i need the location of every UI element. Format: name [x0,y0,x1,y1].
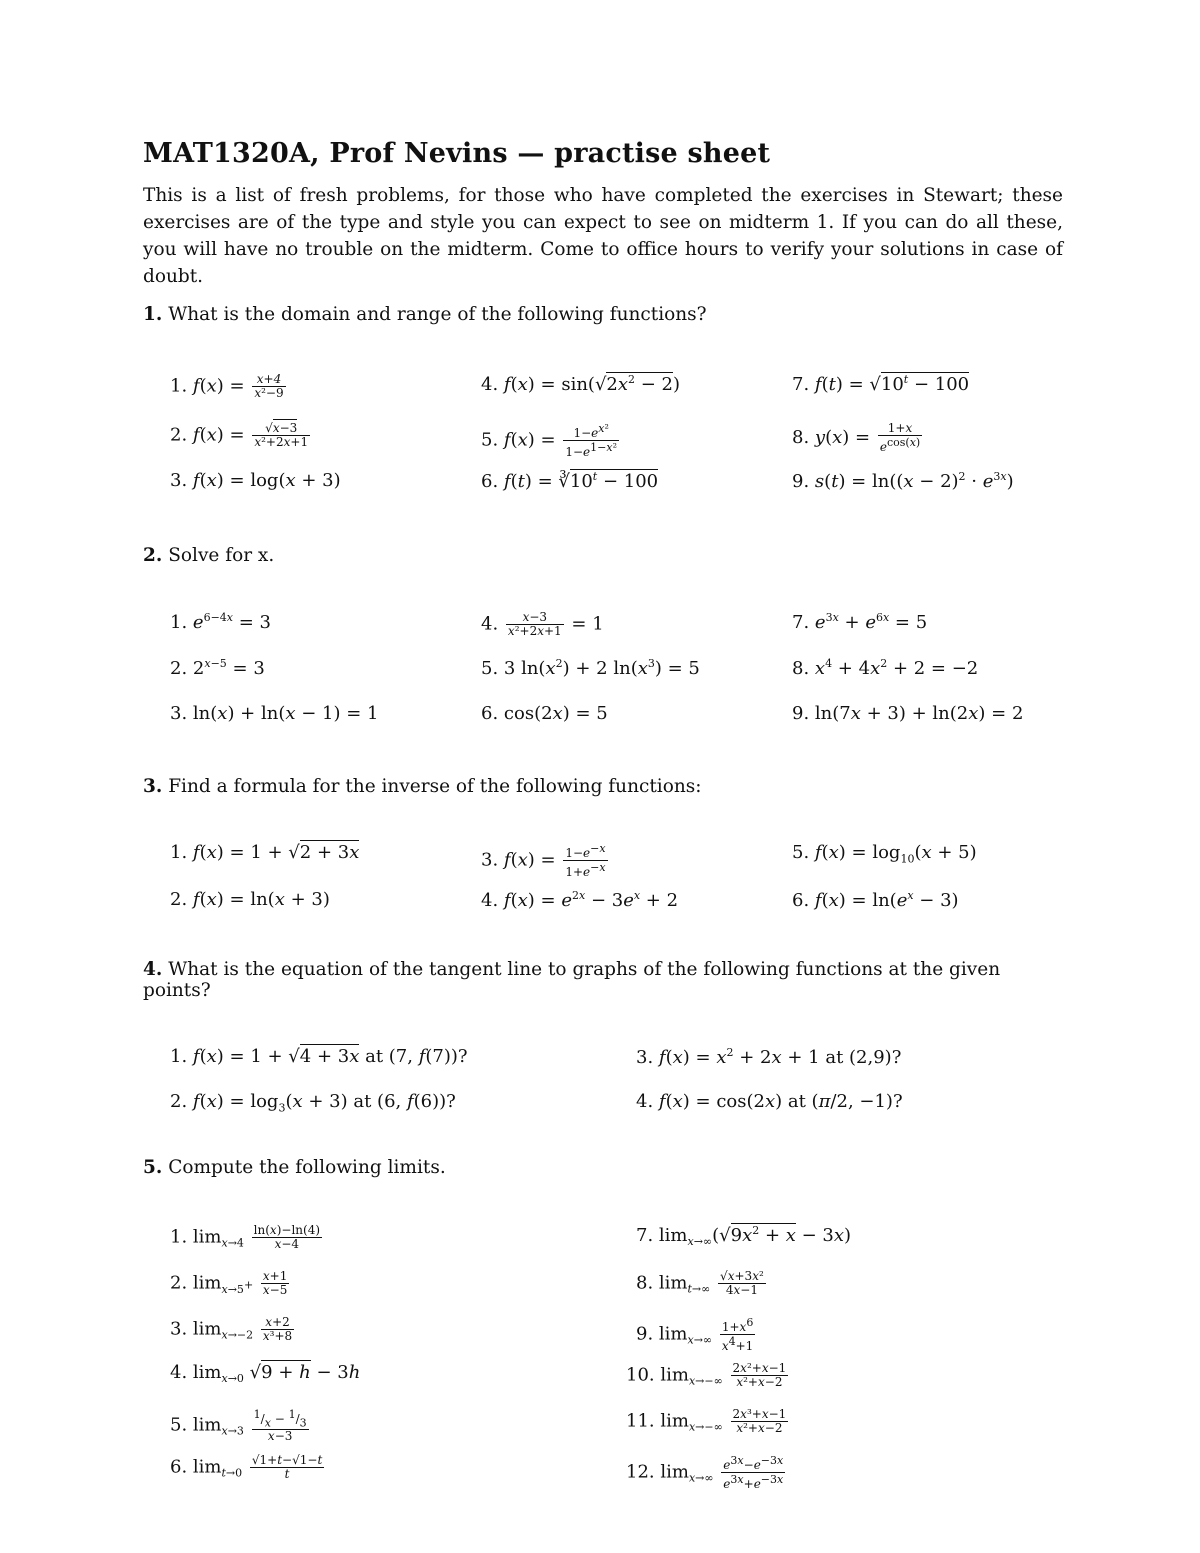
q4-item-3: 3. $f(x) = x^2 + 2x + 1$ at (2,9)? [636,1046,902,1068]
question-1 [143,304,1063,325]
question-4 [143,959,1063,1001]
q5-item-2: 2. $\lim_{x\to 5^+}$ $\frac{x+1}{x-5}$ [170,1269,288,1297]
q3-item-1: 1. f(x) = 1 + √2 + 3x [170,842,360,863]
question-2-items [170,566,1063,726]
question-5-text: Compute the following limits. [168,1157,446,1178]
practice-sheet [143,138,1063,1491]
q2-item-5: 5. 3 $\ln(x^2) + 2$ $\ln(x^3) = 5$ [481,657,700,679]
q4-item-2: 2. $f(x) = \log_3(x + 3)$ at (6, f(6))? [170,1091,456,1115]
question-4-label: 4. [143,959,163,980]
q5-item-9: 9. $\lim_{x\to\infty}$ $\frac{1+x^6}{x^4+1}$ [636,1316,754,1353]
q1-item-5: 5. f(x) = $\frac{1-e^{x^2}}{1-e^{1-x^2}}$ [481,422,618,459]
q4-item-1: 1. f(x) = 1 + √4 + 3x at (7, f(7))? [170,1046,468,1067]
q3-item-5: 5. $f(x) = \log_{10}(x + 5)$ [792,842,977,866]
q5-item-5: 5. $\lim_{x\to 3}$ $\frac{^1/_x - ^1/_3}{x-3}$ [170,1408,307,1444]
q1-item-4: 4. $f(x) = \sin(√2x^2 - 2)$ [481,373,681,395]
q1-item-6: 6. $f(t) = ∛10^t - 100$ [481,470,659,492]
question-5-label: 5. [143,1157,163,1178]
page-title: MAT1320A, Prof Nevins — practise sheet [143,138,771,169]
q3-item-6: 6. $f(x) = \ln(e^x - 3)$ [792,889,959,911]
question-3-text: Find a formula for the inverse of the following functions: [168,776,702,797]
q5-item-3: 3. $\lim_{x\to-2}$ $\frac{x+2}{\text{x³+8}}$ [170,1315,293,1343]
question-3 [143,776,1063,797]
question-1-label: 1. [143,304,163,325]
q2-item-6: 6. cos(2x) = 5 [481,703,608,724]
q5-item-12: 12. $\lim_{x\to\infty}$ $\frac{e^{3x}-e^{-3x}}{e^{3x}+e^{-3x}}$ [626,1454,784,1491]
q5-item-7: 7. $\lim_{x\to\infty}(√9x^2 + x - 3x)$ [636,1224,852,1248]
q5-item-8: 8. $\lim_{t\to\infty}$ $\frac{\text{√x+3x²}}{4x-1}$ [636,1269,764,1297]
question-3-label: 3. [143,776,163,797]
q3-item-4: 4. $f(x) = e^{2x} - 3e^x + 2$ [481,889,679,911]
q4-item-4: 4. f(x) = cos(2x) at (π/2, −1)? [636,1091,903,1112]
question-2 [143,545,1063,566]
question-4-items [170,1001,1063,1115]
q2-item-4: 4. $\frac{x-3}{\text{x²+2x+1}}$ = 1 [481,610,604,638]
q5-item-6: 6. $\lim_{t\to 0}$ $\frac{√1+t-√1-t}{t}$ [170,1453,323,1481]
q5-item-4: 4. $\lim_{x\to 0} √9 + h - 3h$ [170,1362,361,1385]
q1-item-2: 2. f(x) = $\frac{√x-3}{\text{x²+2x+1}}$ [170,421,309,449]
q1-item-7: 7. $f(t) = √10^t - 100$ [792,373,970,395]
q1-item-8: 8. y(x) = $\frac{1+x}{e^{cos(x)}}$ [792,421,921,454]
q2-item-2: 2. $2^{x-5} = 3$ [170,657,265,679]
question-4-text: What is the equation of the tangent line to graphs of the following functions at the given points? [143,959,1001,1001]
intro-paragraph: This is a list of fresh problems, for those who have completed the exercises in Stewart; these exercises are of the type and style you can expect to see on midterm 1. If you can do all these, you will have no trouble on the midterm. Come to office hours to verify your solutions in case of doubt. [143,185,1063,287]
q2-item-8: 8. $x^4 + 4x^2 + 2 = -2$ [792,657,979,679]
q2-item-9: 9. ln(7x + 3) + ln(2x) = 2 [792,703,1024,724]
question-2-label: 2. [143,545,163,566]
q3-item-3: 3. f(x) = $\frac{1-e^{-x}}{1+e^{-x}}$ [481,842,606,879]
question-1-items [170,325,1063,495]
question-3-items [170,797,1063,911]
q2-item-7: 7. $e^{3x} + e^{6x} = 5$ [792,611,928,633]
question-5-items [170,1178,1063,1491]
question-1-text: What is the domain and range of the following functions? [168,304,707,325]
q3-item-2: 2. f(x) = ln(x + 3) [170,889,330,910]
q5-item-10: 10. $\lim_{x\to-\infty}$ $\frac{\text{2x²+x−1}}{\text{x²+x−2}}$ [626,1361,787,1389]
q2-item-1: 1. $e^{6-4x} = 3$ [170,611,271,633]
q1-item-1: 1. f(x) = $\frac{x+4}{\text{x²−9}}$ [170,372,284,400]
q5-item-1: 1. $\lim_{x\to 4}$ $\frac{\ln(x)-\ln(4)}{x-4}$ [170,1223,321,1251]
q2-item-3: 3. ln(x) + ln(x − 1) = 1 [170,703,379,724]
q5-item-11: 11. $\lim_{x\to-\infty}$ $\frac{\text{2x³+x−1}}{\text{x²+x−2}}$ [626,1407,787,1435]
q1-item-3: 3. f(x) = log(x + 3) [170,470,341,491]
q1-item-9: 9. $s(t) = \ln((x - 2)^2 \cdot e^{3x})$ [792,470,1014,492]
question-5 [143,1157,1063,1178]
question-2-text: Solve for x. [168,545,275,566]
